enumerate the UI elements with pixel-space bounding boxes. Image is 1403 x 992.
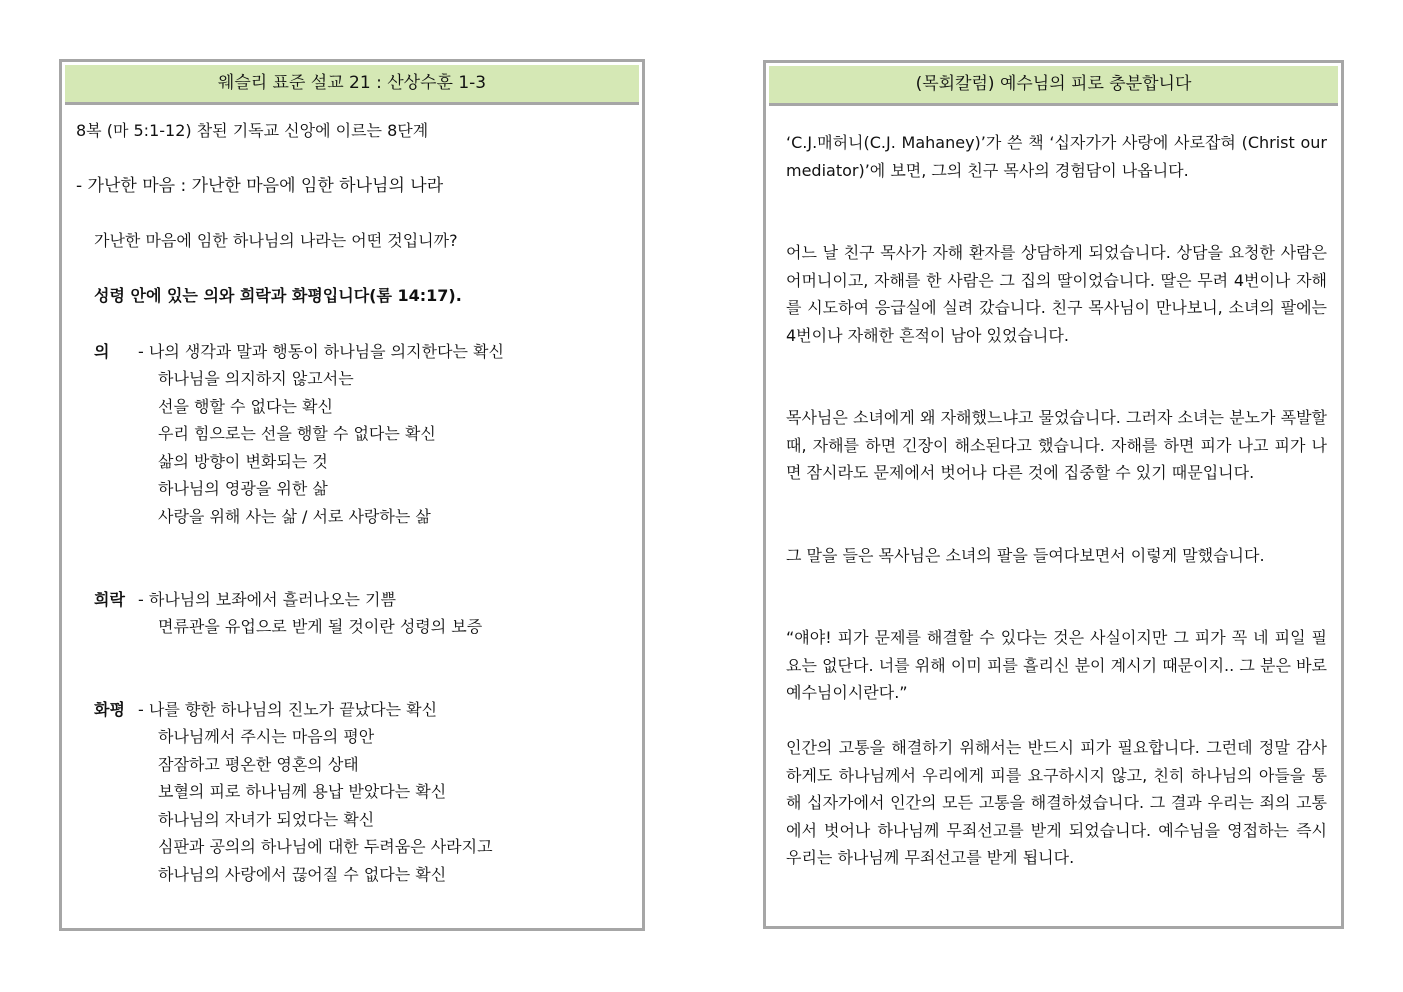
peace-line: 하나님의 사랑에서 끊어질 수 없다는 확신 xyxy=(158,865,447,884)
section-label-peace: 화평 xyxy=(94,700,125,719)
column-paragraph: 어느 날 친구 목사가 자해 환자를 상담하게 되었습니다. 상담을 요청한 사람은 어머니이고, 자해를 한 사람은 그 집의 딸이었습니다. 딸은 무려 4번이나 자해를 시도하여 응급실에 실려 갔습니다. 친구 목사님이 만나보니, 소녀의 팔에는 4번이나 자해한 흔적이 남아 있었습니다. xyxy=(786,243,1327,345)
peace-line: 하나님께서 주시는 마음의 평안 xyxy=(158,727,375,746)
column-paragraph: ‘C.J.매허니(C.J. Mahaney)’가 쓴 책 ‘십자가가 사랑에 사로잡혀 (Christ our mediator)’에 보면, 그의 친구 목사의 경험담이 나옵니다. xyxy=(786,133,1327,180)
pastoral-column-panel xyxy=(763,60,1344,929)
column-paragraph: 인간의 고통을 해결하기 위해서는 반드시 피가 필요합니다. 그런데 정말 감사하게도 하나님께서 우리에게 피를 요구하시지 않고, 친히 하나님의 아들을 통해 십자가에서 인간의 모든 고통을 해결하셨습니다. 그 결과 우리는 죄의 고통에서 벗어나 하나님께 무죄선고를 받게 되었습니다. 예수님을 영접하는 즉시 우리는 하나님께 무죄선고를 받게 됩니다. xyxy=(786,738,1327,867)
sermon-title: 웨슬리 표준 설교 21 : 산상수훈 1-3 xyxy=(65,65,639,105)
righteousness-line: 하나님을 의지하지 않고서는 xyxy=(158,369,354,388)
section-label-joy: 희락 xyxy=(94,590,125,609)
righteousness-line: - 나의 생각과 말과 행동이 하나님을 의지한다는 확신 xyxy=(138,342,504,361)
peace-line: 보혈의 피로 하나님께 용납 받았다는 확신 xyxy=(158,782,447,801)
righteousness-line: 사랑을 위해 사는 삶 / 서로 사랑하는 삶 xyxy=(158,507,431,526)
column-title: (목회칼럼) 예수님의 피로 충분합니다 xyxy=(769,66,1338,106)
righteousness-line: 하나님의 영광을 위한 삶 xyxy=(158,479,328,498)
sermon-body xyxy=(62,108,642,928)
righteousness-line: 선을 행할 수 없다는 확신 xyxy=(158,397,333,416)
column-paragraph: 그 말을 들은 목사님은 소녀의 팔을 들여다보면서 이렇게 말했습니다. xyxy=(786,546,1265,565)
sermon-question: 가난한 마음에 임한 하나님의 나라는 어떤 것입니까? xyxy=(94,231,458,250)
sermon-answer: 성령 안에 있는 의와 희락과 화평입니다(롬 14:17). xyxy=(94,286,462,305)
peace-line: - 나를 향한 하나님의 진노가 끝났다는 확신 xyxy=(138,700,438,719)
sermon-heading: - 가난한 마음 : 가난한 마음에 임한 하나님의 나라 xyxy=(76,176,444,196)
joy-line: 면류관을 유업으로 받게 될 것이란 성령의 보증 xyxy=(158,617,483,636)
peace-line: 잠잠하고 평온한 영혼의 상태 xyxy=(158,755,359,774)
righteousness-line: 우리 힘으로는 선을 행할 수 없다는 확신 xyxy=(158,424,436,443)
righteousness-line: 삶의 방향이 변화되는 것 xyxy=(158,452,328,471)
peace-line: 하나님의 자녀가 되었다는 확신 xyxy=(158,810,375,829)
sermon-intro: 8복 (마 5:1-12) 참된 기독교 신앙에 이르는 8단계 xyxy=(76,121,429,140)
section-label-righteousness: 의 xyxy=(94,342,110,361)
peace-line: 심판과 공의의 하나님에 대한 두려움은 사라지고 xyxy=(158,837,493,856)
column-paragraph: “얘야! 피가 문제를 해결할 수 있다는 것은 사실이지만 그 피가 꼭 네 피일 필요는 없단다. 너를 위해 이미 피를 흘리신 분이 계시기 때문이지.. 그 분은 바로 예수님이시란다.” xyxy=(786,628,1327,702)
joy-line: - 하나님의 보좌에서 흘러나오는 기쁨 xyxy=(138,590,396,609)
sermon-notes-panel xyxy=(59,59,645,931)
column-body xyxy=(766,109,1341,926)
column-paragraph: 목사님은 소녀에게 왜 자해했느냐고 물었습니다. 그러자 소녀는 분노가 폭발할 때, 자해를 하면 긴장이 해소된다고 했습니다. 자해를 하면 피가 나고 피가 나면 잠시라도 문제에서 벗어나 다른 것에 집중할 수 있기 때문입니다. xyxy=(786,408,1327,482)
